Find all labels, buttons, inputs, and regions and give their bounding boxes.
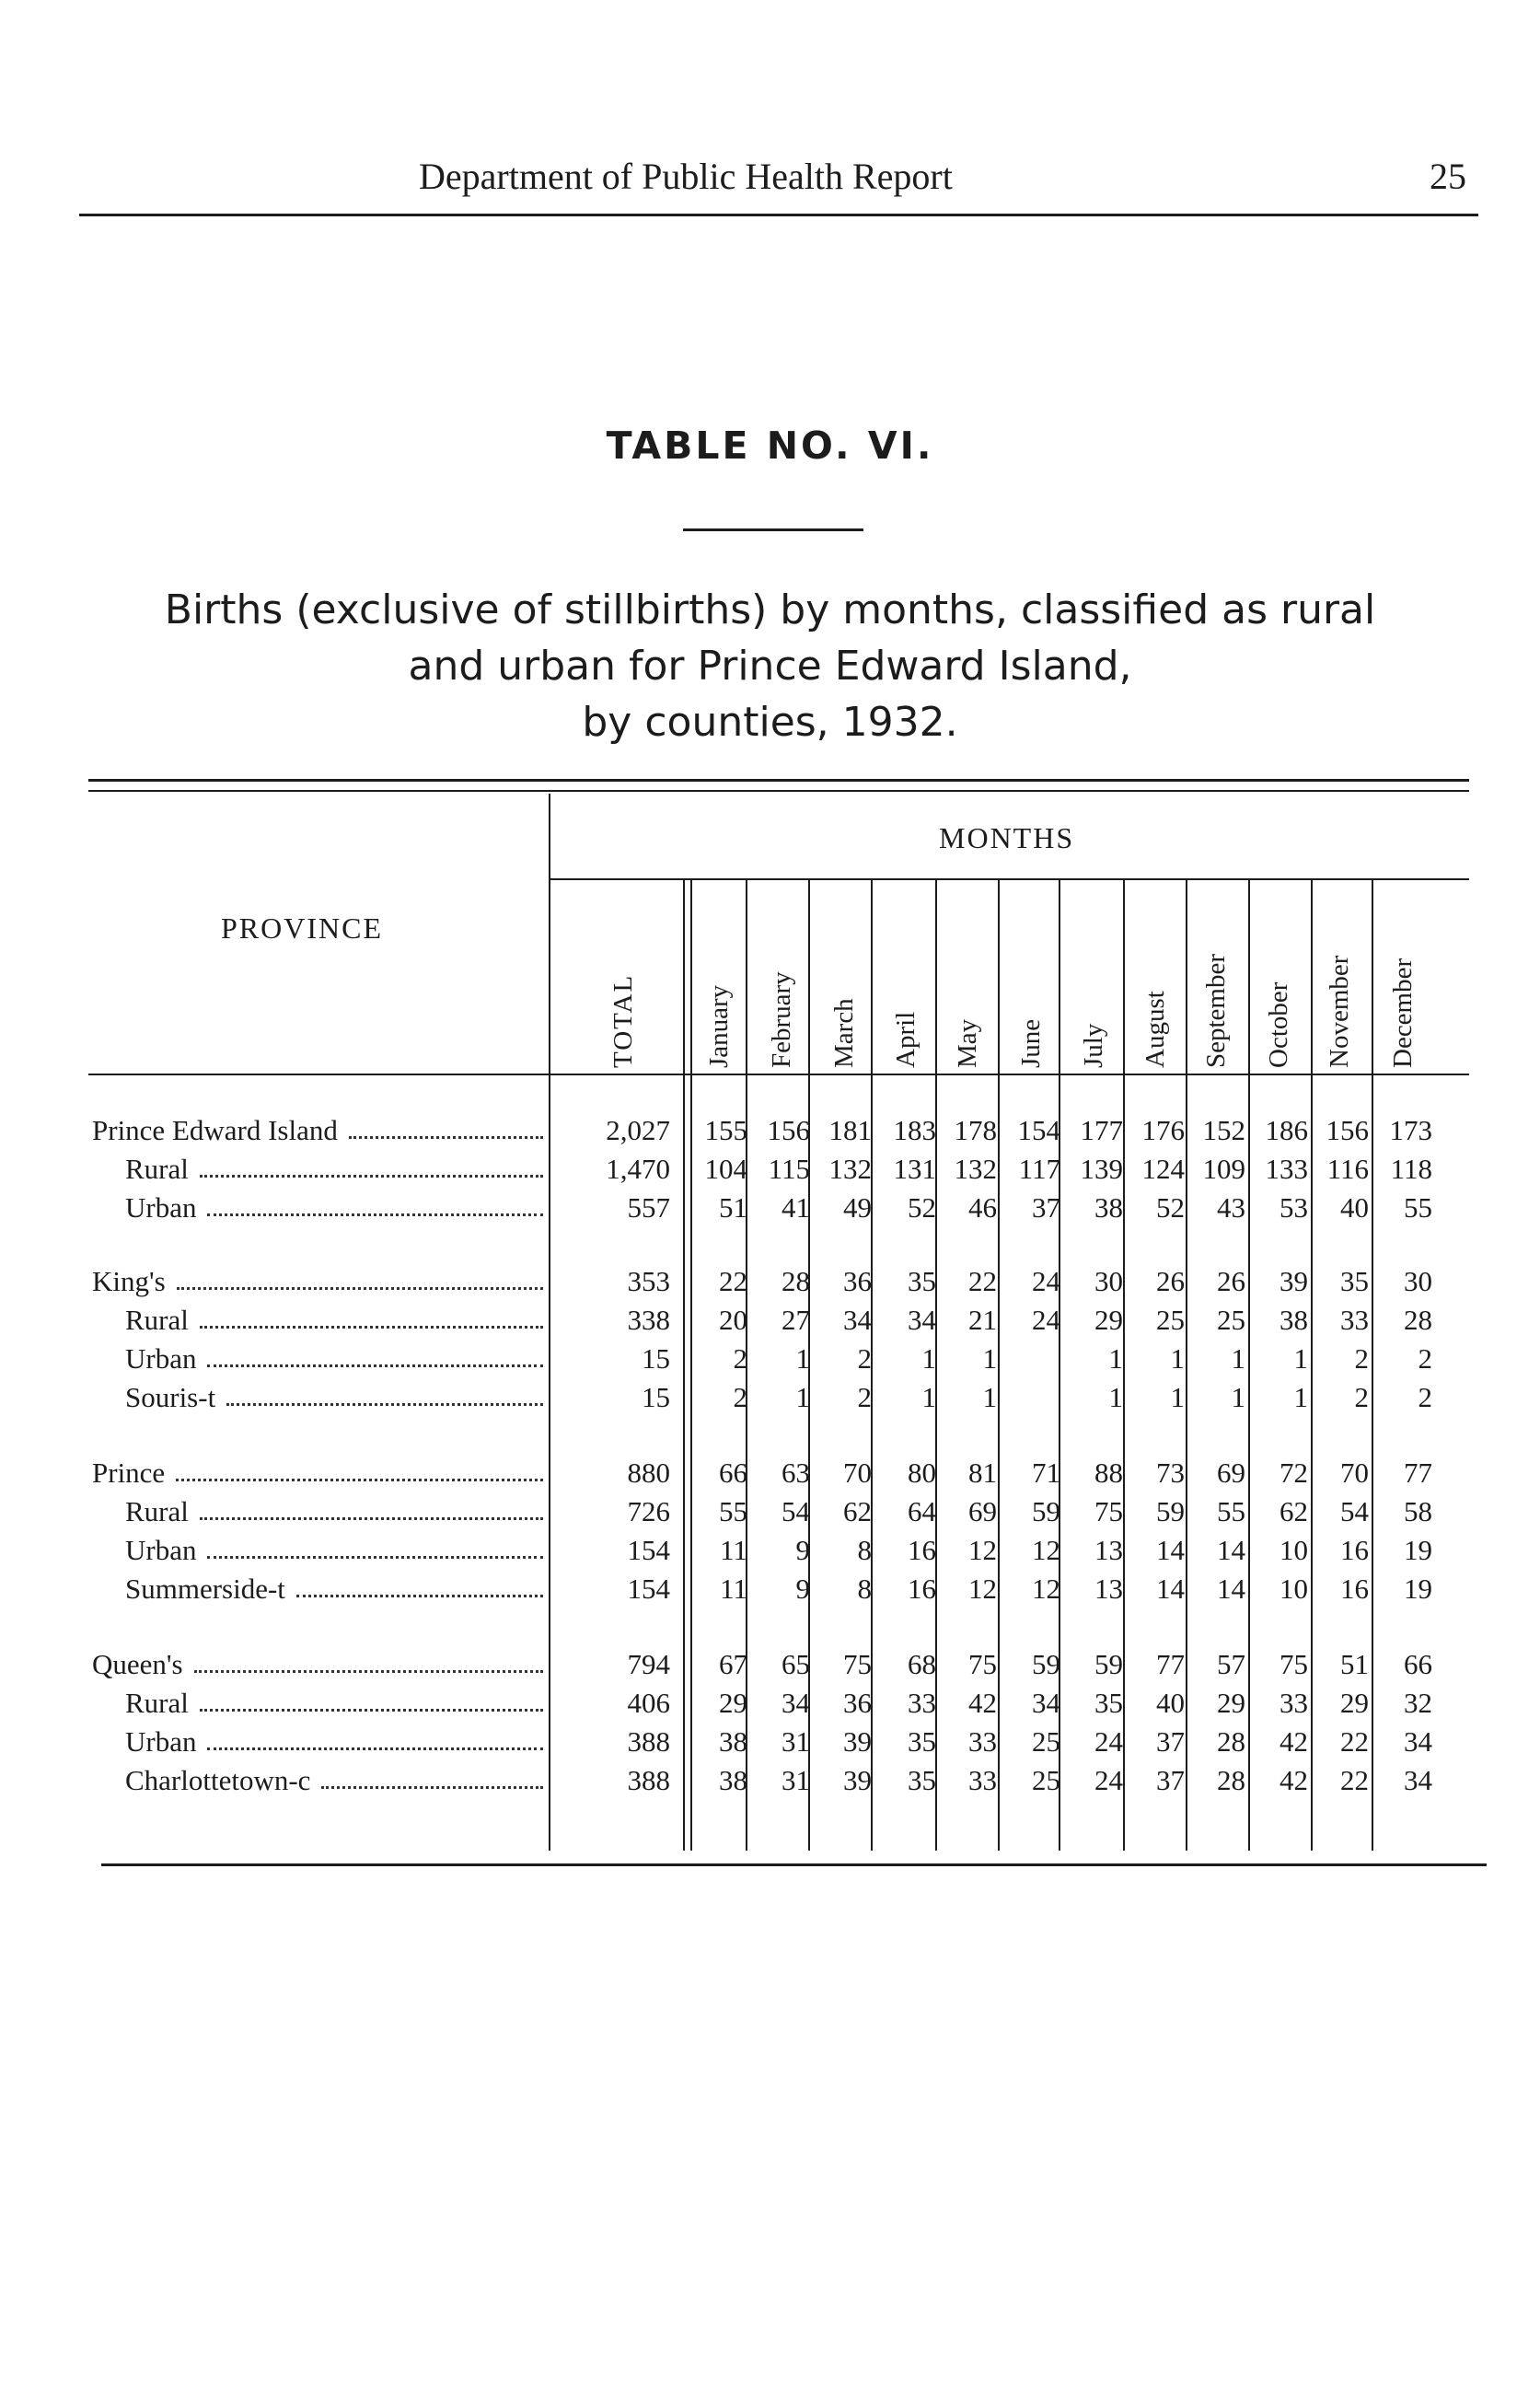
- total-cell: 154: [627, 1534, 670, 1566]
- month-cell: 1: [1293, 1342, 1308, 1375]
- month-cell: 43: [1217, 1191, 1245, 1224]
- month-cell: 2: [733, 1342, 747, 1375]
- row-label: King's: [92, 1265, 166, 1297]
- month-cell: 40: [1156, 1687, 1185, 1719]
- month-cell: 177: [1080, 1114, 1123, 1146]
- table-caption: [92, 582, 1448, 750]
- leader-dots: [207, 1206, 543, 1216]
- month-cell: 1: [982, 1342, 997, 1375]
- month-cell: 55: [1404, 1191, 1432, 1224]
- row-label: Rural: [125, 1495, 189, 1527]
- leader-dots: [349, 1129, 543, 1139]
- page-number: 25: [1430, 156, 1466, 197]
- month-cell: 55: [1217, 1495, 1245, 1527]
- table-title: TABLE NO. VI.: [606, 424, 934, 468]
- month-cell: 59: [1094, 1648, 1123, 1680]
- month-cell: 70: [843, 1457, 872, 1489]
- month-cell: 71: [1032, 1457, 1060, 1489]
- month-cell: 19: [1404, 1573, 1432, 1605]
- month-cell: 186: [1265, 1114, 1308, 1146]
- month-cell: 132: [954, 1153, 997, 1185]
- month-cell: 34: [908, 1304, 936, 1336]
- month-cell: 1: [1293, 1381, 1308, 1413]
- month-cell: 64: [908, 1495, 936, 1527]
- month-cell: 55: [719, 1495, 747, 1527]
- month-cell: 29: [1217, 1687, 1245, 1719]
- month-cell: 1: [1170, 1381, 1185, 1413]
- month-cell: 88: [1094, 1457, 1123, 1489]
- caption-line: Births (exclusive of stillbirths) by months, classified as rural: [164, 586, 1376, 633]
- month-cell: 28: [1404, 1304, 1432, 1336]
- row-label: Souris-t: [125, 1381, 216, 1413]
- month-cell: 1: [1170, 1342, 1185, 1375]
- table-bottom-rule: [101, 1863, 1487, 1866]
- leader-dots: [207, 1740, 543, 1750]
- month-cell: 1: [1231, 1381, 1245, 1413]
- month-cell: 116: [1326, 1153, 1369, 1185]
- month-cell: 62: [843, 1495, 872, 1527]
- month-cell: 181: [828, 1114, 872, 1146]
- month-cell: 81: [968, 1457, 997, 1489]
- month-cell: 59: [1032, 1495, 1060, 1527]
- month-cell: 65: [782, 1648, 810, 1680]
- table-top-rule-thin: [88, 790, 1469, 792]
- month-cell: 118: [1390, 1153, 1432, 1185]
- caption-line: and urban for Prince Edward Island,: [408, 643, 1132, 690]
- month-cell: 2: [1354, 1381, 1369, 1413]
- column-header: January: [704, 984, 734, 1068]
- month-cell: 51: [719, 1191, 747, 1224]
- leader-dots: [207, 1357, 543, 1367]
- month-cell: 8: [857, 1573, 872, 1605]
- month-cell: 37: [1156, 1725, 1185, 1758]
- leader-dots: [296, 1587, 543, 1597]
- column-header: October: [1264, 981, 1293, 1068]
- column-header: March: [829, 998, 859, 1068]
- month-cell: 42: [968, 1687, 997, 1719]
- month-cell: 33: [908, 1687, 936, 1719]
- month-cell: 72: [1279, 1457, 1308, 1489]
- month-cell: 24: [1032, 1265, 1060, 1297]
- month-cell: 34: [843, 1304, 872, 1336]
- month-cell: 75: [1094, 1495, 1123, 1527]
- row-label: Urban: [125, 1342, 197, 1375]
- month-cell: 41: [782, 1191, 810, 1224]
- month-cell: 26: [1156, 1265, 1185, 1297]
- month-cell: 9: [795, 1573, 810, 1605]
- month-cell: 42: [1279, 1725, 1308, 1758]
- month-cell: 1: [921, 1342, 936, 1375]
- leader-dots: [200, 1701, 543, 1712]
- month-cell: 24: [1032, 1304, 1060, 1336]
- month-cell: 35: [908, 1265, 936, 1297]
- month-cell: 46: [968, 1191, 997, 1224]
- month-cell: 29: [1094, 1304, 1123, 1336]
- running-title: Department of Public Health Report: [419, 156, 953, 197]
- row-label: Charlottetown-c: [125, 1764, 311, 1796]
- month-cell: 31: [782, 1764, 810, 1796]
- title-rule: [683, 528, 863, 531]
- month-cell: 176: [1141, 1114, 1185, 1146]
- caption-line: by counties, 1932.: [582, 699, 958, 746]
- month-cell: 37: [1156, 1764, 1185, 1796]
- month-cell: 13: [1094, 1573, 1123, 1605]
- month-cell: 69: [1217, 1457, 1245, 1489]
- month-cell: 154: [1017, 1114, 1060, 1146]
- month-cell: 34: [1404, 1725, 1432, 1758]
- month-cell: 77: [1156, 1648, 1185, 1680]
- month-cell: 62: [1279, 1495, 1308, 1527]
- month-cell: 35: [1340, 1265, 1369, 1297]
- row-label: Urban: [125, 1725, 197, 1758]
- month-cell: 12: [1032, 1534, 1060, 1566]
- month-cell: 156: [767, 1114, 810, 1146]
- month-cell: 34: [1032, 1687, 1060, 1719]
- month-cell: 52: [908, 1191, 936, 1224]
- month-cell: 67: [719, 1648, 747, 1680]
- column-header: May: [953, 1018, 982, 1068]
- total-cell: 15: [642, 1342, 670, 1375]
- month-cell: 36: [843, 1265, 872, 1297]
- month-cell: 1: [1231, 1342, 1245, 1375]
- stub-header: PROVINCE: [221, 911, 384, 945]
- month-cell: 36: [843, 1687, 872, 1719]
- month-cell: 28: [1217, 1764, 1245, 1796]
- leader-dots: [200, 1167, 543, 1178]
- month-cell: 25: [1032, 1725, 1060, 1758]
- month-cell: 75: [1279, 1648, 1308, 1680]
- row-label: Prince Edward Island: [92, 1114, 338, 1146]
- month-cell: 1: [1108, 1381, 1123, 1413]
- month-cell: 32: [1404, 1687, 1432, 1719]
- month-cell: 57: [1217, 1648, 1245, 1680]
- month-cell: 12: [1032, 1573, 1060, 1605]
- month-cell: 2: [733, 1381, 747, 1413]
- month-cell: 14: [1217, 1573, 1245, 1605]
- month-cell: 132: [828, 1153, 872, 1185]
- leader-dots: [176, 1471, 543, 1481]
- column-header: November: [1325, 955, 1354, 1068]
- table-top-rule: [88, 779, 1469, 782]
- month-cell: 14: [1156, 1534, 1185, 1566]
- month-cell: 22: [719, 1265, 747, 1297]
- month-cell: 35: [908, 1725, 936, 1758]
- month-cell: 2: [1418, 1342, 1432, 1375]
- total-cell: 353: [627, 1265, 670, 1297]
- month-cell: 38: [719, 1764, 747, 1796]
- month-cell: 75: [843, 1648, 872, 1680]
- month-cell: 1: [795, 1342, 810, 1375]
- month-cell: 39: [1279, 1265, 1308, 1297]
- month-cell: 24: [1094, 1764, 1123, 1796]
- total-cell: 388: [627, 1725, 670, 1758]
- month-cell: 38: [1279, 1304, 1308, 1336]
- months-header: MONTHS: [939, 821, 1075, 854]
- month-cell: 33: [968, 1725, 997, 1758]
- header-bottom-rule: [88, 1074, 1469, 1075]
- month-cell: 35: [908, 1764, 936, 1796]
- month-cell: 16: [908, 1534, 936, 1566]
- month-cell: 63: [782, 1457, 810, 1489]
- column-header: June: [1016, 1018, 1046, 1068]
- column-rule: [549, 794, 550, 1851]
- month-cell: 1: [795, 1381, 810, 1413]
- month-cell: 59: [1032, 1648, 1060, 1680]
- month-cell: 68: [908, 1648, 936, 1680]
- month-cell: 11: [720, 1534, 747, 1566]
- month-cell: 38: [719, 1725, 747, 1758]
- month-cell: 183: [893, 1114, 936, 1146]
- month-cell: 2: [1354, 1342, 1369, 1375]
- month-cell: 16: [1340, 1573, 1369, 1605]
- column-header: July: [1079, 1023, 1108, 1068]
- month-cell: 25: [1156, 1304, 1185, 1336]
- month-cell: 13: [1094, 1534, 1123, 1566]
- total-cell: 154: [627, 1573, 670, 1605]
- row-label: Summerside-t: [125, 1573, 285, 1605]
- column-header: TOTAL: [608, 973, 638, 1068]
- month-cell: 39: [843, 1725, 872, 1758]
- month-cell: 14: [1217, 1534, 1245, 1566]
- month-cell: 156: [1326, 1114, 1369, 1146]
- month-cell: 34: [1404, 1764, 1432, 1796]
- row-label: Urban: [125, 1534, 197, 1566]
- column-header: December: [1388, 958, 1418, 1068]
- month-cell: 30: [1094, 1265, 1123, 1297]
- month-cell: 11: [720, 1573, 747, 1605]
- month-cell: 69: [968, 1495, 997, 1527]
- month-cell: 117: [1018, 1153, 1060, 1185]
- month-cell: 20: [719, 1304, 747, 1336]
- month-cell: 29: [1340, 1687, 1369, 1719]
- leader-dots: [200, 1318, 543, 1329]
- month-cell: 115: [768, 1153, 810, 1185]
- month-cell: 8: [857, 1534, 872, 1566]
- month-cell: 22: [968, 1265, 997, 1297]
- month-cell: 2: [857, 1381, 872, 1413]
- month-cell: 133: [1265, 1153, 1308, 1185]
- month-cell: 139: [1080, 1153, 1123, 1185]
- month-cell: 173: [1389, 1114, 1432, 1146]
- month-cell: 10: [1279, 1573, 1308, 1605]
- month-cell: 30: [1404, 1265, 1432, 1297]
- month-cell: 10: [1279, 1534, 1308, 1566]
- total-cell: 406: [627, 1687, 670, 1719]
- month-cell: 58: [1404, 1495, 1432, 1527]
- month-cell: 16: [908, 1573, 936, 1605]
- leader-dots: [194, 1663, 543, 1673]
- month-cell: 34: [782, 1687, 810, 1719]
- month-cell: 73: [1156, 1457, 1185, 1489]
- month-cell: 35: [1094, 1687, 1123, 1719]
- leader-dots: [177, 1280, 543, 1290]
- month-cell: 49: [843, 1191, 872, 1224]
- total-cell: 15: [642, 1381, 670, 1413]
- leader-dots: [226, 1396, 543, 1406]
- total-cell: 794: [627, 1648, 670, 1680]
- month-cell: 40: [1340, 1191, 1369, 1224]
- month-cell: 33: [968, 1764, 997, 1796]
- column-header: April: [891, 1011, 921, 1068]
- month-cell: 33: [1340, 1304, 1369, 1336]
- month-cell: 1: [1108, 1342, 1123, 1375]
- row-label: Queen's: [92, 1648, 183, 1680]
- total-cell: 1,470: [606, 1153, 670, 1185]
- month-cell: 28: [782, 1265, 810, 1297]
- months-header-rule: [549, 878, 1469, 880]
- month-cell: 178: [954, 1114, 997, 1146]
- month-cell: 75: [968, 1648, 997, 1680]
- month-cell: 131: [893, 1153, 936, 1185]
- month-cell: 152: [1202, 1114, 1245, 1146]
- month-cell: 53: [1279, 1191, 1308, 1224]
- month-cell: 24: [1094, 1725, 1123, 1758]
- row-label: Prince: [92, 1457, 166, 1489]
- month-cell: 77: [1404, 1457, 1432, 1489]
- month-cell: 109: [1202, 1153, 1245, 1185]
- month-cell: 42: [1279, 1764, 1308, 1796]
- leader-dots: [321, 1779, 543, 1789]
- total-cell: 338: [627, 1304, 670, 1336]
- month-cell: 104: [704, 1153, 747, 1185]
- leader-dots: [200, 1510, 543, 1520]
- month-cell: 1: [921, 1381, 936, 1413]
- month-cell: 38: [1094, 1191, 1123, 1224]
- month-cell: 12: [968, 1573, 997, 1605]
- month-cell: 25: [1217, 1304, 1245, 1336]
- total-cell: 2,027: [606, 1114, 670, 1146]
- row-label: Rural: [125, 1153, 189, 1185]
- month-cell: 28: [1217, 1725, 1245, 1758]
- month-cell: 22: [1340, 1725, 1369, 1758]
- month-cell: 52: [1156, 1191, 1185, 1224]
- month-cell: 39: [843, 1764, 872, 1796]
- month-cell: 2: [1418, 1381, 1432, 1413]
- month-cell: 54: [1340, 1495, 1369, 1527]
- column-header: February: [767, 971, 796, 1068]
- month-cell: 124: [1141, 1153, 1185, 1185]
- month-cell: 66: [719, 1457, 747, 1489]
- month-cell: 80: [908, 1457, 936, 1489]
- month-cell: 19: [1404, 1534, 1432, 1566]
- month-cell: 54: [782, 1495, 810, 1527]
- month-cell: 31: [782, 1725, 810, 1758]
- row-label: Rural: [125, 1304, 189, 1336]
- month-cell: 37: [1032, 1191, 1060, 1224]
- month-cell: 14: [1156, 1573, 1185, 1605]
- month-cell: 9: [795, 1534, 810, 1566]
- month-cell: 29: [719, 1687, 747, 1719]
- row-label: Urban: [125, 1191, 197, 1224]
- row-label: Rural: [125, 1687, 189, 1719]
- total-cell: 726: [627, 1495, 670, 1527]
- header-rule: [79, 214, 1478, 216]
- leader-dots: [207, 1549, 543, 1559]
- month-cell: 22: [1340, 1764, 1369, 1796]
- month-cell: 12: [968, 1534, 997, 1566]
- total-cell: 880: [627, 1457, 670, 1489]
- column-header: September: [1201, 953, 1231, 1068]
- total-cell: 388: [627, 1764, 670, 1796]
- month-cell: 1: [982, 1381, 997, 1413]
- column-header: August: [1141, 991, 1170, 1068]
- month-cell: 70: [1340, 1457, 1369, 1489]
- month-cell: 33: [1279, 1687, 1308, 1719]
- month-cell: 16: [1340, 1534, 1369, 1566]
- month-cell: 59: [1156, 1495, 1185, 1527]
- month-cell: 2: [857, 1342, 872, 1375]
- month-cell: 27: [782, 1304, 810, 1336]
- total-cell: 557: [627, 1191, 670, 1224]
- month-cell: 51: [1340, 1648, 1369, 1680]
- month-cell: 25: [1032, 1764, 1060, 1796]
- month-cell: 155: [704, 1114, 747, 1146]
- month-cell: 21: [968, 1304, 997, 1336]
- month-cell: 66: [1404, 1648, 1432, 1680]
- month-cell: 26: [1217, 1265, 1245, 1297]
